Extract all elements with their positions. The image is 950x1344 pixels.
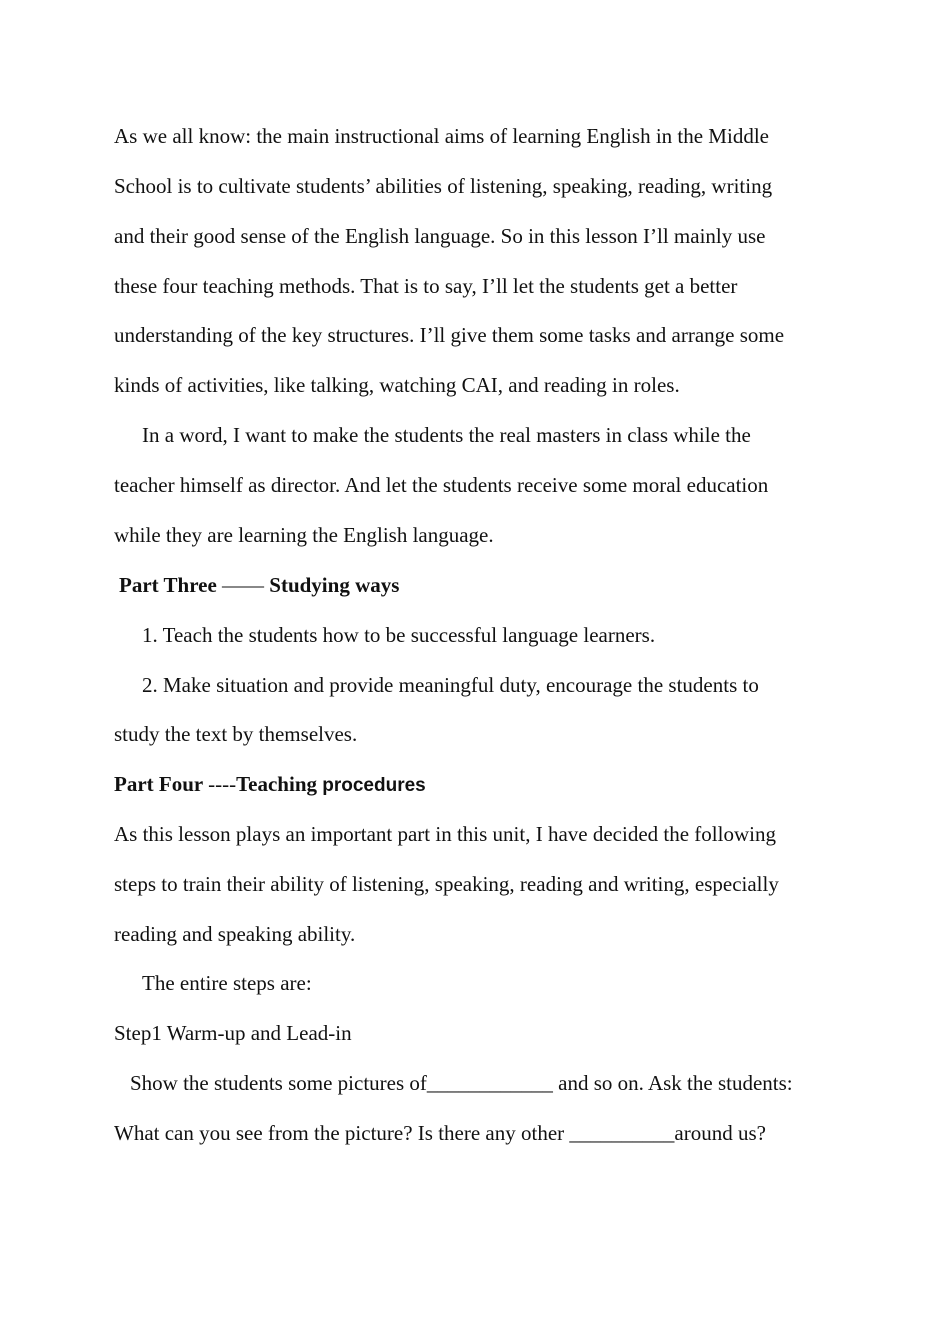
paragraph-line: Show the students some pictures of____________ and so on. Ask the students:	[130, 1071, 793, 1095]
part-four-title-b: procedures	[322, 775, 426, 796]
part-four-label: Part Four	[114, 772, 203, 796]
list-item: 1. Teach the students how to be successful language learners.	[142, 623, 656, 647]
paragraph-line: understanding of the key structures. I’ll give them some tasks and arrange some	[114, 323, 785, 347]
list-item: 2. Make situation and provide meaningful duty, encourage the students to	[142, 673, 759, 697]
paragraph-line: teacher himself as director. And let the students receive some moral education	[114, 473, 769, 497]
paragraph-line: As we all know: the main instructional aims of learning English in the Middle	[114, 124, 769, 148]
part-four-title-a: Teaching	[236, 772, 317, 796]
paragraph-line: reading and speaking ability.	[114, 922, 356, 946]
paragraph-line: School is to cultivate students’ abilities of listening, speaking, reading, writing	[114, 174, 773, 198]
paragraph-line: steps to train their ability of listening, speaking, reading and writing, especially	[114, 872, 779, 896]
part-three-title: Studying ways	[269, 573, 400, 597]
section-heading-part-four	[114, 771, 426, 799]
paragraph-line: What can you see from the picture? Is there any other __________around us?	[114, 1121, 766, 1145]
part-three-label: Part Three	[119, 573, 217, 597]
paragraph-line: As this lesson plays an important part in this unit, I have decided the following	[114, 822, 776, 846]
paragraph-line: while they are learning the English language.	[114, 523, 494, 547]
paragraph-line: kinds of activities, like talking, watching CAI, and reading in roles.	[114, 373, 680, 397]
paragraph-line: and their good sense of the English language. So in this lesson I’ll mainly use	[114, 224, 766, 248]
section-heading-part-three	[119, 572, 399, 598]
paragraph-line: The entire steps are:	[142, 971, 312, 995]
step-title: Step1 Warm-up and Lead-in	[114, 1021, 352, 1045]
paragraph-line: these four teaching methods. That is to say, I’ll let the students get a better	[114, 274, 738, 298]
part-four-dash: ----	[208, 772, 237, 796]
list-item-continuation: study the text by themselves.	[114, 722, 358, 746]
part-three-dash: ——	[222, 573, 265, 597]
paragraph-line: In a word, I want to make the students the real masters in class while the	[142, 423, 751, 447]
